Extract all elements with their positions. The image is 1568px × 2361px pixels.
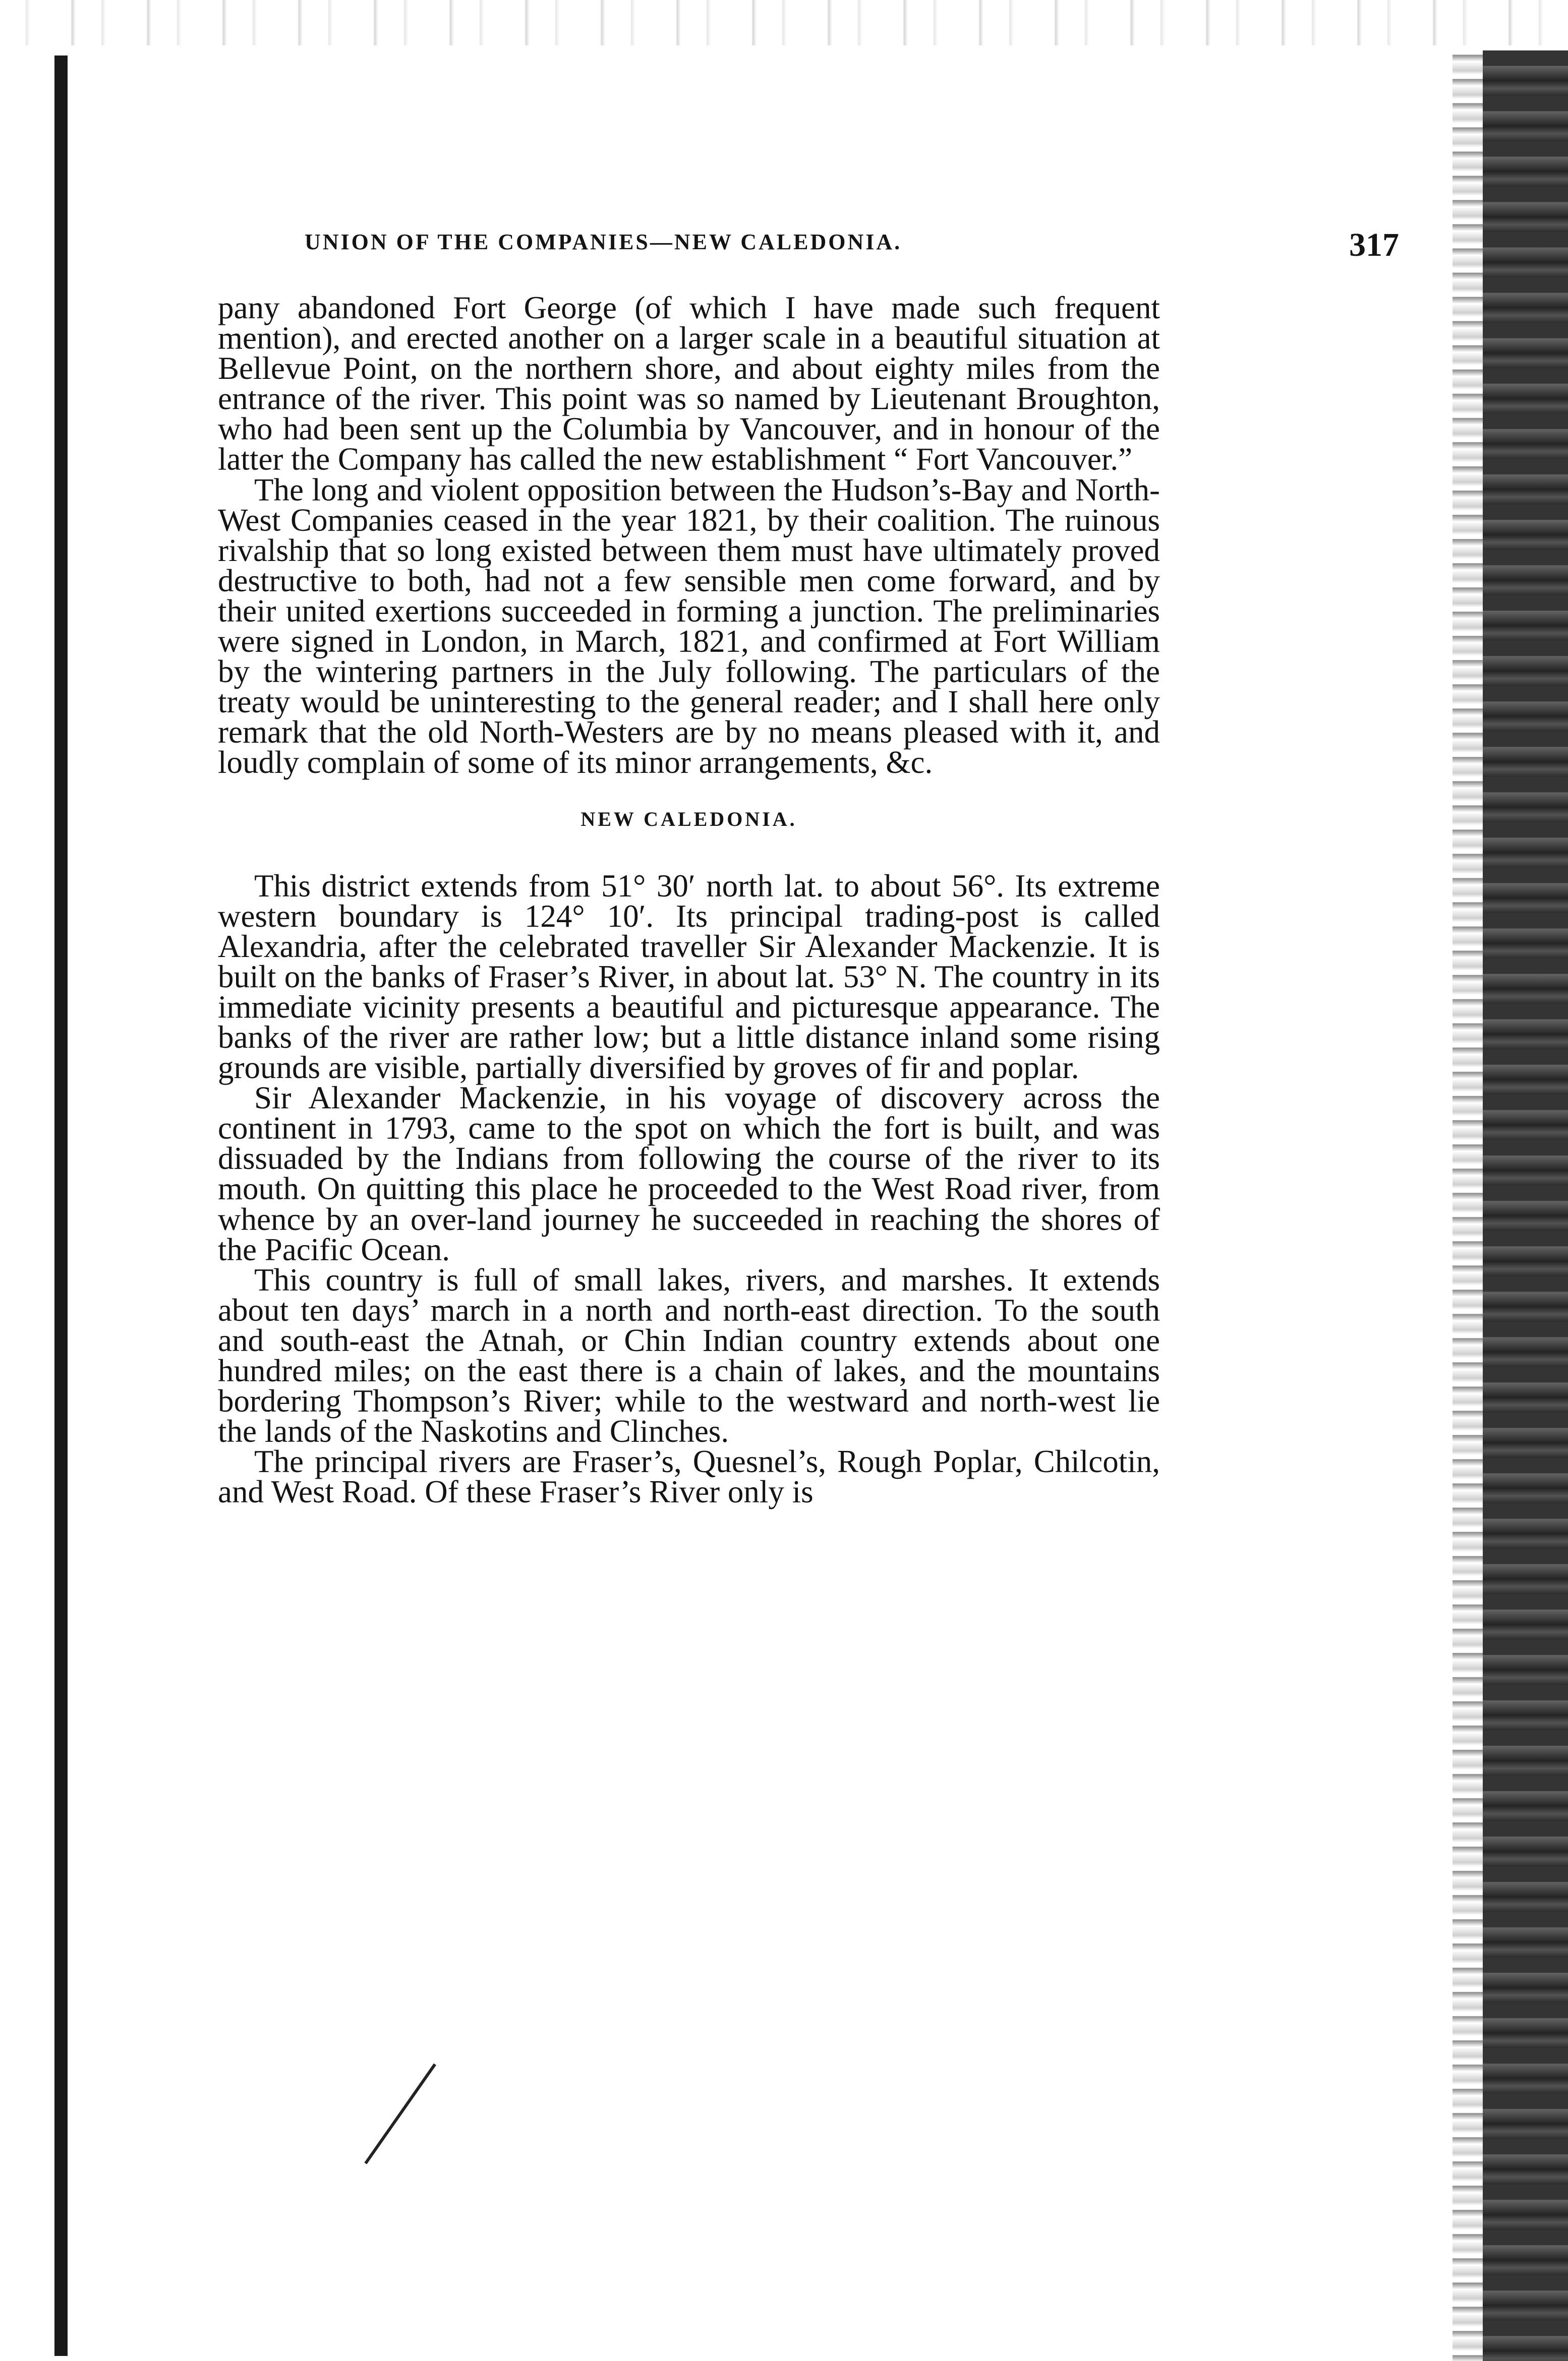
running-head-title: UNION OF THE COMPANIES—NEW CALEDONIA. [305,230,902,254]
scan-noise-top [0,0,1568,45]
paragraph-principal-rivers: The principal rivers are Fraser’s, Quesnel’s, Rough Poplar, Chilcotin, and West Road. Of these Fraser’s River only is [218,1444,1160,1510]
section-heading-new-caledonia: NEW CALEDONIA. [580,807,797,830]
paragraph-country-description: This country is full of small lakes, rivers, and marshes. It extends about ten days’ march in a north and north-east direction. To the south and south-east the Atnah, or Chin Indian country extends about one hundred miles; on the east there is a chain of lakes, and the mountains bordering Thompson’s River; while to the westward and north-west lie the lands of the Naskotins and Clinches. [218,1262,1160,1449]
scan-edge-left [54,55,68,2356]
running-head [305,226,1399,261]
paragraph-mackenzie-voyage: Sir Alexander Mackenzie, in his voyage of discovery across the continent in 1793, came to the spot on which the fort is built, and was dissuaded by the Indians from following the course of the river to its mouth. On quitting this place he proceeded to the West Road river, from whence by an over-land journey he succeeded in reaching the shores of the Pacific Ocean. [218,1080,1160,1267]
paragraph-union-of-companies: The long and violent opposition between the Hudson’s-Bay and North-West Companies ceased in the year 1821, by their coalition. The ruinous rivalship that so long existed between them must have ultimately proved destructive to both, had not a few sensible men come forward, and by their united exertions succeeded in forming a junction. The preliminaries were signed in London, in March, 1821, and confirmed at Fort William by the wintering partners in the July following. The particulars of the treaty would be uninteresting to the general reader; and I shall here only remark that the old North-Westers are by no means pleased with it, and loudly complain of some of its minor arrangements, &c. [218,472,1160,780]
paragraph-continued: pany abandoned Fort George (of which I have made such frequent mention), and erected another on a larger scale in a beautiful situation at Bellevue Point, on the northern shore, and about eighty miles from the entrance of the river. This point was so named by Lieutenant Broughton, who had been sent up the Columbia by Vancouver, and in honour of the latter the Company has called the new establishment “ Fort Vancouver.” [218,290,1160,477]
page-number: 317 [1349,227,1399,263]
stray-pen-mark [364,2063,436,2164]
paragraph-district-extent: This district extends from 51° 30′ north lat. to about 56°. Its extreme western boundary is 124° 10′. Its principal trading-post is called Alexandria, after the celebrated traveller Sir Alexander Mackenzie. It is built on the banks of Fraser’s River, in about lat. 53° N. The country in its immediate vicinity presents a beautiful and picturesque appearance. The banks of the river are rather low; but a little distance inland some rising grounds are visible, partially diversified by groves of fir and poplar. [218,868,1160,1086]
body-text [218,290,1160,1510]
scan-edge-right-inner [1453,50,1483,2361]
